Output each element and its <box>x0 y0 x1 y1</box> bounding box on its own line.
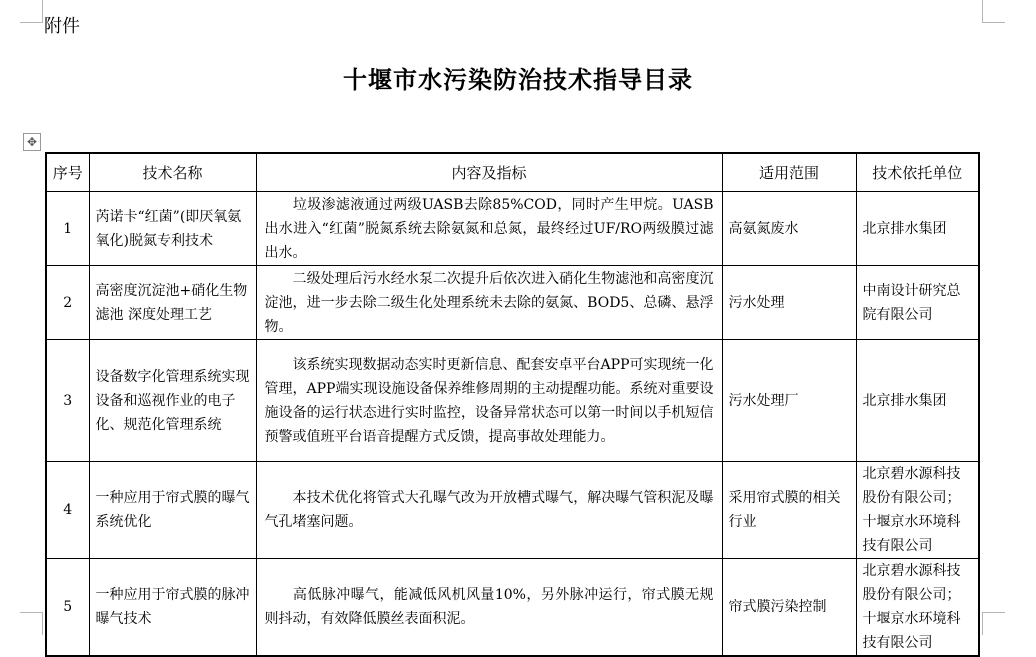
cell-content <box>256 192 722 266</box>
cell-content <box>256 462 722 559</box>
cell-unit: 北京排水集团 <box>856 192 979 266</box>
cell-unit: 北京排水集团 <box>856 340 979 462</box>
page-corner-mark-top-left <box>20 0 43 23</box>
cell-scope: 采用帘式膜的相关行业 <box>722 462 856 559</box>
table-row <box>46 559 979 657</box>
cell-unit: 北京碧水源科技股份有限公司；十堰京水环境科技有限公司 <box>856 559 979 657</box>
cell-unit: 北京碧水源科技股份有限公司；十堰京水环境科技有限公司 <box>856 462 979 559</box>
cell-scope: 污水处理厂 <box>722 340 856 462</box>
document-title: 十堰市水污染防治技术指导目录 <box>343 66 693 94</box>
table-row <box>46 266 979 340</box>
cell-no: 1 <box>46 192 89 266</box>
cell-name: 一种应用于帘式膜的曝气系统优化 <box>89 462 256 559</box>
column-header-no: 序号 <box>46 153 89 192</box>
attachment-label: 附件 <box>44 16 80 37</box>
technology-catalog-table <box>45 152 980 657</box>
cell-content <box>256 340 722 462</box>
table-row <box>46 340 979 462</box>
cell-name: 设备数字化管理系统实现设备和巡视作业的电子化、规范化管理系统 <box>89 340 256 462</box>
column-header-content: 内容及指标 <box>256 153 722 192</box>
cell-content-text: 高低脉冲曝气，能减低风机风量10%，另外脉冲运行，帘式膜无规则抖动，有效降低膜丝表面积泥。 <box>264 587 714 627</box>
table-header-row <box>46 153 979 192</box>
cell-name: 高密度沉淀池+硝化生物滤池 深度处理工艺 <box>89 266 256 340</box>
cell-no: 5 <box>46 559 89 657</box>
column-header-scope: 适用范围 <box>722 153 856 192</box>
page-corner-mark-bottom-left <box>20 612 43 635</box>
cell-content-text: 该系统实现数据动态实时更新信息、配套安卓平台APP可实现统一化管理，APP端实现设施设备保养维修周期的主动提醒功能。系统对重要设施设备的运行状态进行实时监控，设备异常状态可以第一时间以手机短信预警或值班平台语音提醒方式反馈，提高事故处理能力。 <box>264 356 714 445</box>
table-row <box>46 462 979 559</box>
cell-content-text: 垃圾渗滤液通过两级UASB去除85%COD，同时产生甲烷。UASB出水进入“红菌”脱氮系统去除氨氮和总氮，最终经过UF/RO两级膜过滤出水。 <box>264 196 714 261</box>
cell-unit: 中南设计研究总院有限公司 <box>856 266 979 340</box>
cell-name: 芮诺卡“红菌”(即厌氧氨氧化)脱氮专利技术 <box>89 192 256 266</box>
move-arrows-icon[interactable]: ✥ <box>23 133 41 151</box>
column-header-unit: 技术依托单位 <box>856 153 979 192</box>
cell-scope: 污水处理 <box>722 266 856 340</box>
table-row <box>46 192 979 266</box>
cell-content <box>256 266 722 340</box>
cell-scope: 高氨氮废水 <box>722 192 856 266</box>
cell-content-text: 本技术优化将管式大孔曝气改为开放槽式曝气，解决曝气管积泥及曝气孔堵塞问题。 <box>264 490 714 530</box>
page-corner-mark-bottom-right <box>982 612 1005 635</box>
cell-name: 一种应用于帘式膜的脉冲曝气技术 <box>89 559 256 657</box>
page-corner-mark-top-right <box>982 0 1005 23</box>
cell-no: 4 <box>46 462 89 559</box>
column-header-name: 技术名称 <box>89 153 256 192</box>
cell-no: 2 <box>46 266 89 340</box>
cell-content-text: 二级处理后污水经水泵二次提升后依次进入硝化生物滤池和高密度沉淀池，进一步去除二级生化处理系统未去除的氨氮、BOD5、总磷、悬浮物。 <box>264 270 714 335</box>
cell-content <box>256 559 722 657</box>
cell-no: 3 <box>46 340 89 462</box>
cell-scope: 帘式膜污染控制 <box>722 559 856 657</box>
